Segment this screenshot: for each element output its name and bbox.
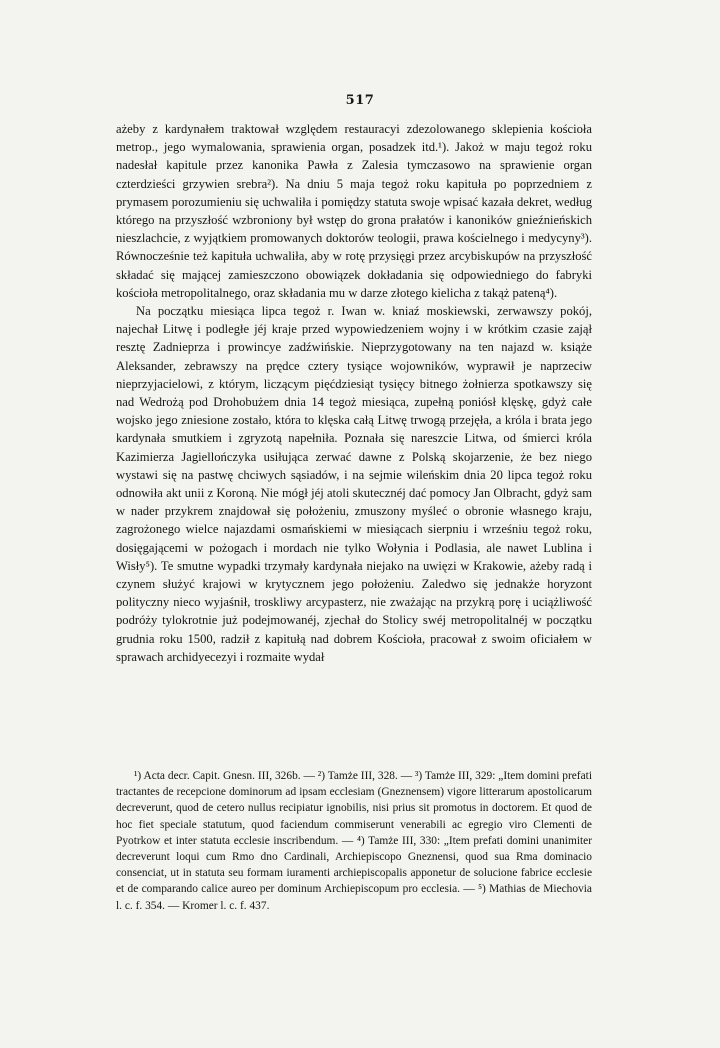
page-number: 517 (345, 93, 375, 108)
main-text (116, 120, 592, 666)
paragraph: ażeby z kardynałem traktował względem restauracyi zdezolowanego sklepienia kościoła metrop., jego wymalowania, sprawienia organ, posadzek itd.¹). Jakoż w maju tegoż roku nadesłał kapitule przez kanonika Pawła z Zalesia tymczasowo na sprawienie organ czterdzieści grzywien srebra²). Na dniu 5 maja tegoż roku kapituła po poprzedniem z prymasem porozumieniu się uchwaliła i pomiędzy statuta swoje wpisać kazała dekret, według którego na przyszłość wzbroniony był wstęp do grona prałatów i kanoników gnieźnieńskich nieszlachcie, z wyjątkiem promowanych doktorów teologii, prawa kościelnego i medycyny³). Równocześnie też kapituła uchwaliła, aby w rotę przysięgi przez arcybiskupów na przyszłość składać się mającej zamieszczono obowiązek dokładania się odpowiedniego do fabryki kościoła metropolitalnego, oraz składania mu w darze złotego kielicha z takąż pateną⁴). (116, 122, 592, 300)
paragraph: Na początku miesiąca lipca tegoż r. Iwan w. kniaź moskiewski, zerwawszy pokój, najechał Litwę i podległe jéj kraje przed wypowiedzeniem wojny i w krótkim czasie zajął resztę Zadnieprza i prowincye zadźwińskie. Nieprzygotowany na ten najazd w. książe Aleksander, zebrawszy na prędce cztery tysiące wojowników, wyprawił je naprzeciw nieprzyjacielowi, z którym, liczącym pięćdziesiąt tysięcy bitnego żołnierza spotkawszy się nad Wedrożą pod Drohobużem dnia 14 tegoż miesiąca, zupełną poniósł klęskę, gdyż całe wojsko jego zniesione zostało, która to klęska całą Litwę trwogą przejęła, a króla i brata jego kardynała smutkiem i zgryzotą napełniła. Poznała się nareszcie Litwa, od śmierci króla Kazimierza Jagiellończyka usiłująca zerwać dawne z Polską skojarzenie, że bez niego wystawi się na pastwę chciwych sąsiadów, i na sejmie wileńskim dnia 20 lipca tegoż roku odnowiła akt unii z Koroną. Nie mógł jéj atoli skutecznéj dać pomocy Jan Olbracht, gdyż sam w nader przykrem znajdował się położeniu, zmuszony myśleć o obronie własnego kraju, zagrożonego wielce najazdami osmańskiemi w miesiącach sierpniu i wrześniu tegoż roku, dosięgającemi w pożogach i mordach nie tylko Wołynia i Podlasia, ale nawet Lublina i Wisły⁵). Te smutne wypadki trzymały kardynała niejako na uwięzi w Krakowie, ażeby radą i czynem służyć krajowi w krytycznem jego położeniu. Zaledwo się jednakże horyzont polityczny nieco wyjaśnił, troskliwy arcypasterz, nie zważając na przykrą porę i uciążliwość podróży tylokrotnie już podejmowanéj, zjechał do Stolicy swéj metropolitalnéj w początku grudnia roku 1500, radził z kapitułą nad dobrem Kościoła, pracował z swoim oficiałem w sprawach archidyecezyi i rozmaite wydał (116, 304, 592, 664)
footnote: ¹) Acta decr. Capit. Gnesn. III, 326b. — ²) Tamże III, 328. — ³) Tamże III, 329: „Item domini prefati tractantes de recepcione dominorum ad ipsam ecclesiam (Gneznensem) vigore litterarum apostolicarum decreverunt, quod de cetero nullus recipiatur ignobilis, nisi prius sit promotus in doctorem. Et quod de hoc fiet speciale statutum, quod faciendum commiserunt venerabili ac egregio viro Clementi de Pyotrkow et inter statuta ecclesie inscribendum. — ⁴) Tamże III, 330: „Item prefati domini unanimiter decreverunt loqui cum Rmo dno Cardinali, Archiepiscopo Gneznensi, quod sua Rma dominacio consenciat, ut in statuta seu formam iuramenti archiepiscopalis apponetur de solucione fabrice ecclesie et de comparando calice aureo per dominum Archiepiscopum pro ecclesia. — ⁵) Mathias de Miechovia l. c. f. 354. — Kromer l. c. f. 437. (116, 770, 592, 912)
footnotes (116, 768, 592, 914)
